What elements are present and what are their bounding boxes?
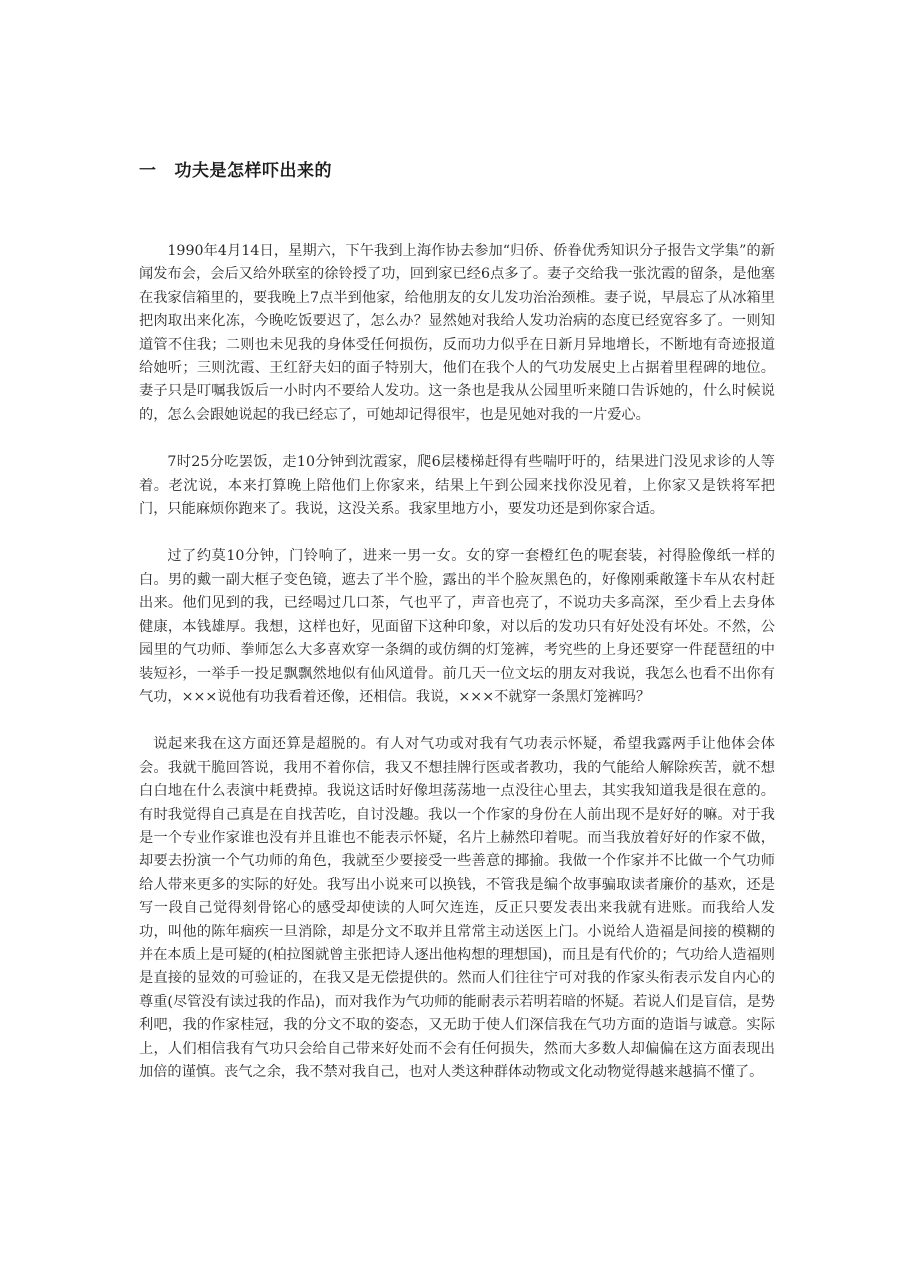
chapter-title [139,156,332,181]
chapter-title-text: 功夫是怎样吓出来的 [174,161,332,181]
paragraph-1: 1990年4月14日，星期六，下午我到上海作协去参加“归侨、侨眷优秀知识分子报告文学集”的新闻发布会，会后又给外联室的徐铃授了功，回到家已经6点多了。妻子交给我一张沈霞的留条，是他塞在我家信箱里的，要我晚上7点半到他家，给他朋友的女儿发功治治颈椎。妻子说，早晨忘了从冰箱里把肉取出来化冻，今晚吃饭要迟了，怎么办？显然她对我给人发功治病的态度已经宽容多了。一则知道管不住我；二则也未见我的身体受任何损伤，反而功力似乎在日新月异地增长，不断地有奇迹报道给她听；三则沈霞、王红舒夫妇的面子特别大，他们在我个人的气功发展史上占据着里程碑的地位。妻子只是叮嘱我饭后一小时内不要给人发功。这一条也是我从公园里听来随口告诉她的，什么时候说的，怎么会跟她说起的我已经忘了，可她却记得很牢，也是见她对我的一片爱心。 [139,243,775,423]
paragraph-2: 7时25分吃罢饭，走10分钟到沈霞家，爬6层楼梯赶得有些喘吁吁的，结果进门没见求诊的人等着。老沈说，本来打算晚上陪他们上你家来，结果上午到公园来找你没见着，上你家又是铁将军把门，只能麻烦你跑来了。我说，这没关系。我家里地方小，要发功还是到你家合适。 [139,454,775,518]
chapter-number: 一 [139,161,157,181]
paragraph-4: 说起来我在这方面还算是超脱的。有人对气功或对我有气功表示怀疑，希望我露两手让他体会体会。我就干脆回答说，我用不着你信，我又不想挂牌行医或者教功，我的气能给人解除疾苦，就不想白白地在什么表演中耗费掉。我说这话时好像坦荡荡地一点没往心里去，其实我知道我是很在意的。有时我觉得自己真是在自找苦吃，自讨没趣。我以一个作家的身份在人前出现不是好好的嘛。对于我是一个专业作家谁也没有并且谁也不能表示怀疑，名片上赫然印着呢。而当我放着好好的作家不做，却要去扮演一个气功师的角色，我就至少要接受一些善意的揶揄。我做一个作家并不比做一个气功师给人带来更多的实际的好处。我写出小说来可以换钱，不管我是编个故事骗取读者廉价的基欢，还是写一段自己觉得刻骨铭心的感受却使读的人呵欠连连，反正只要发表出来我就有进账。而我给人发功，叫他的陈年痼疾一旦消除，却是分文不取并且常常主动送医上门。小说给人造福是间接的模糊的并在本质上是可疑的(柏拉图就曾主张把诗人逐出他构想的理想国)，而且是有代价的；气功给人造福则是直接的显效的可验证的，在我又是无偿提供的。然而人们往往宁可对我的作家头衔表示发自内心的尊重(尽管没有读过我的作品)，而对我作为气功师的能耐表示若明若暗的怀疑。若说人们是盲信，是势利吧，我的作家桂冠，我的分文不取的姿态，又无助于使人们深信我在气功方面的造诣与诚意。实际上，人们相信我有气功只会给自己带来好处而不会有任何损失，然而大多数人却偏偏在这方面表现出加倍的谨慎。丧气之余，我不禁对我自己，也对人类这种群体动物或文化动物觉得越来越搞不懂了。 [139,736,775,1080]
chapter-body [139,240,775,1108]
paragraph-3: 过了约莫10分钟，门铃响了，进来一男一女。女的穿一套橙红色的呢套装，衬得脸像纸一样的白。男的戴一副大框子变色镜，遮去了半个脸，露出的半个脸灰黑色的，好像刚乘敞篷卡车从农村赶出来。他们见到的我，已经喝过几口茶，气也平了，声音也亮了，不说功夫多高深，至少看上去身体健康，本钱雄厚。我想，这样也好，见面留下这种印象，对以后的发功只有好处没有坏处。不然，公园里的气功师、拳师怎么大多喜欢穿一条绸的或仿绸的灯笼裤，考究些的上身还要穿一件琵琶纽的中装短衫，一举手一投足飘飘然地似有仙风道骨。前几天一位文坛的朋友对我说，我怎么也看不出你有气功，×××说他有功我看着还像，还相信。我说，×××不就穿一条黑灯笼裤吗？ [139,548,775,705]
